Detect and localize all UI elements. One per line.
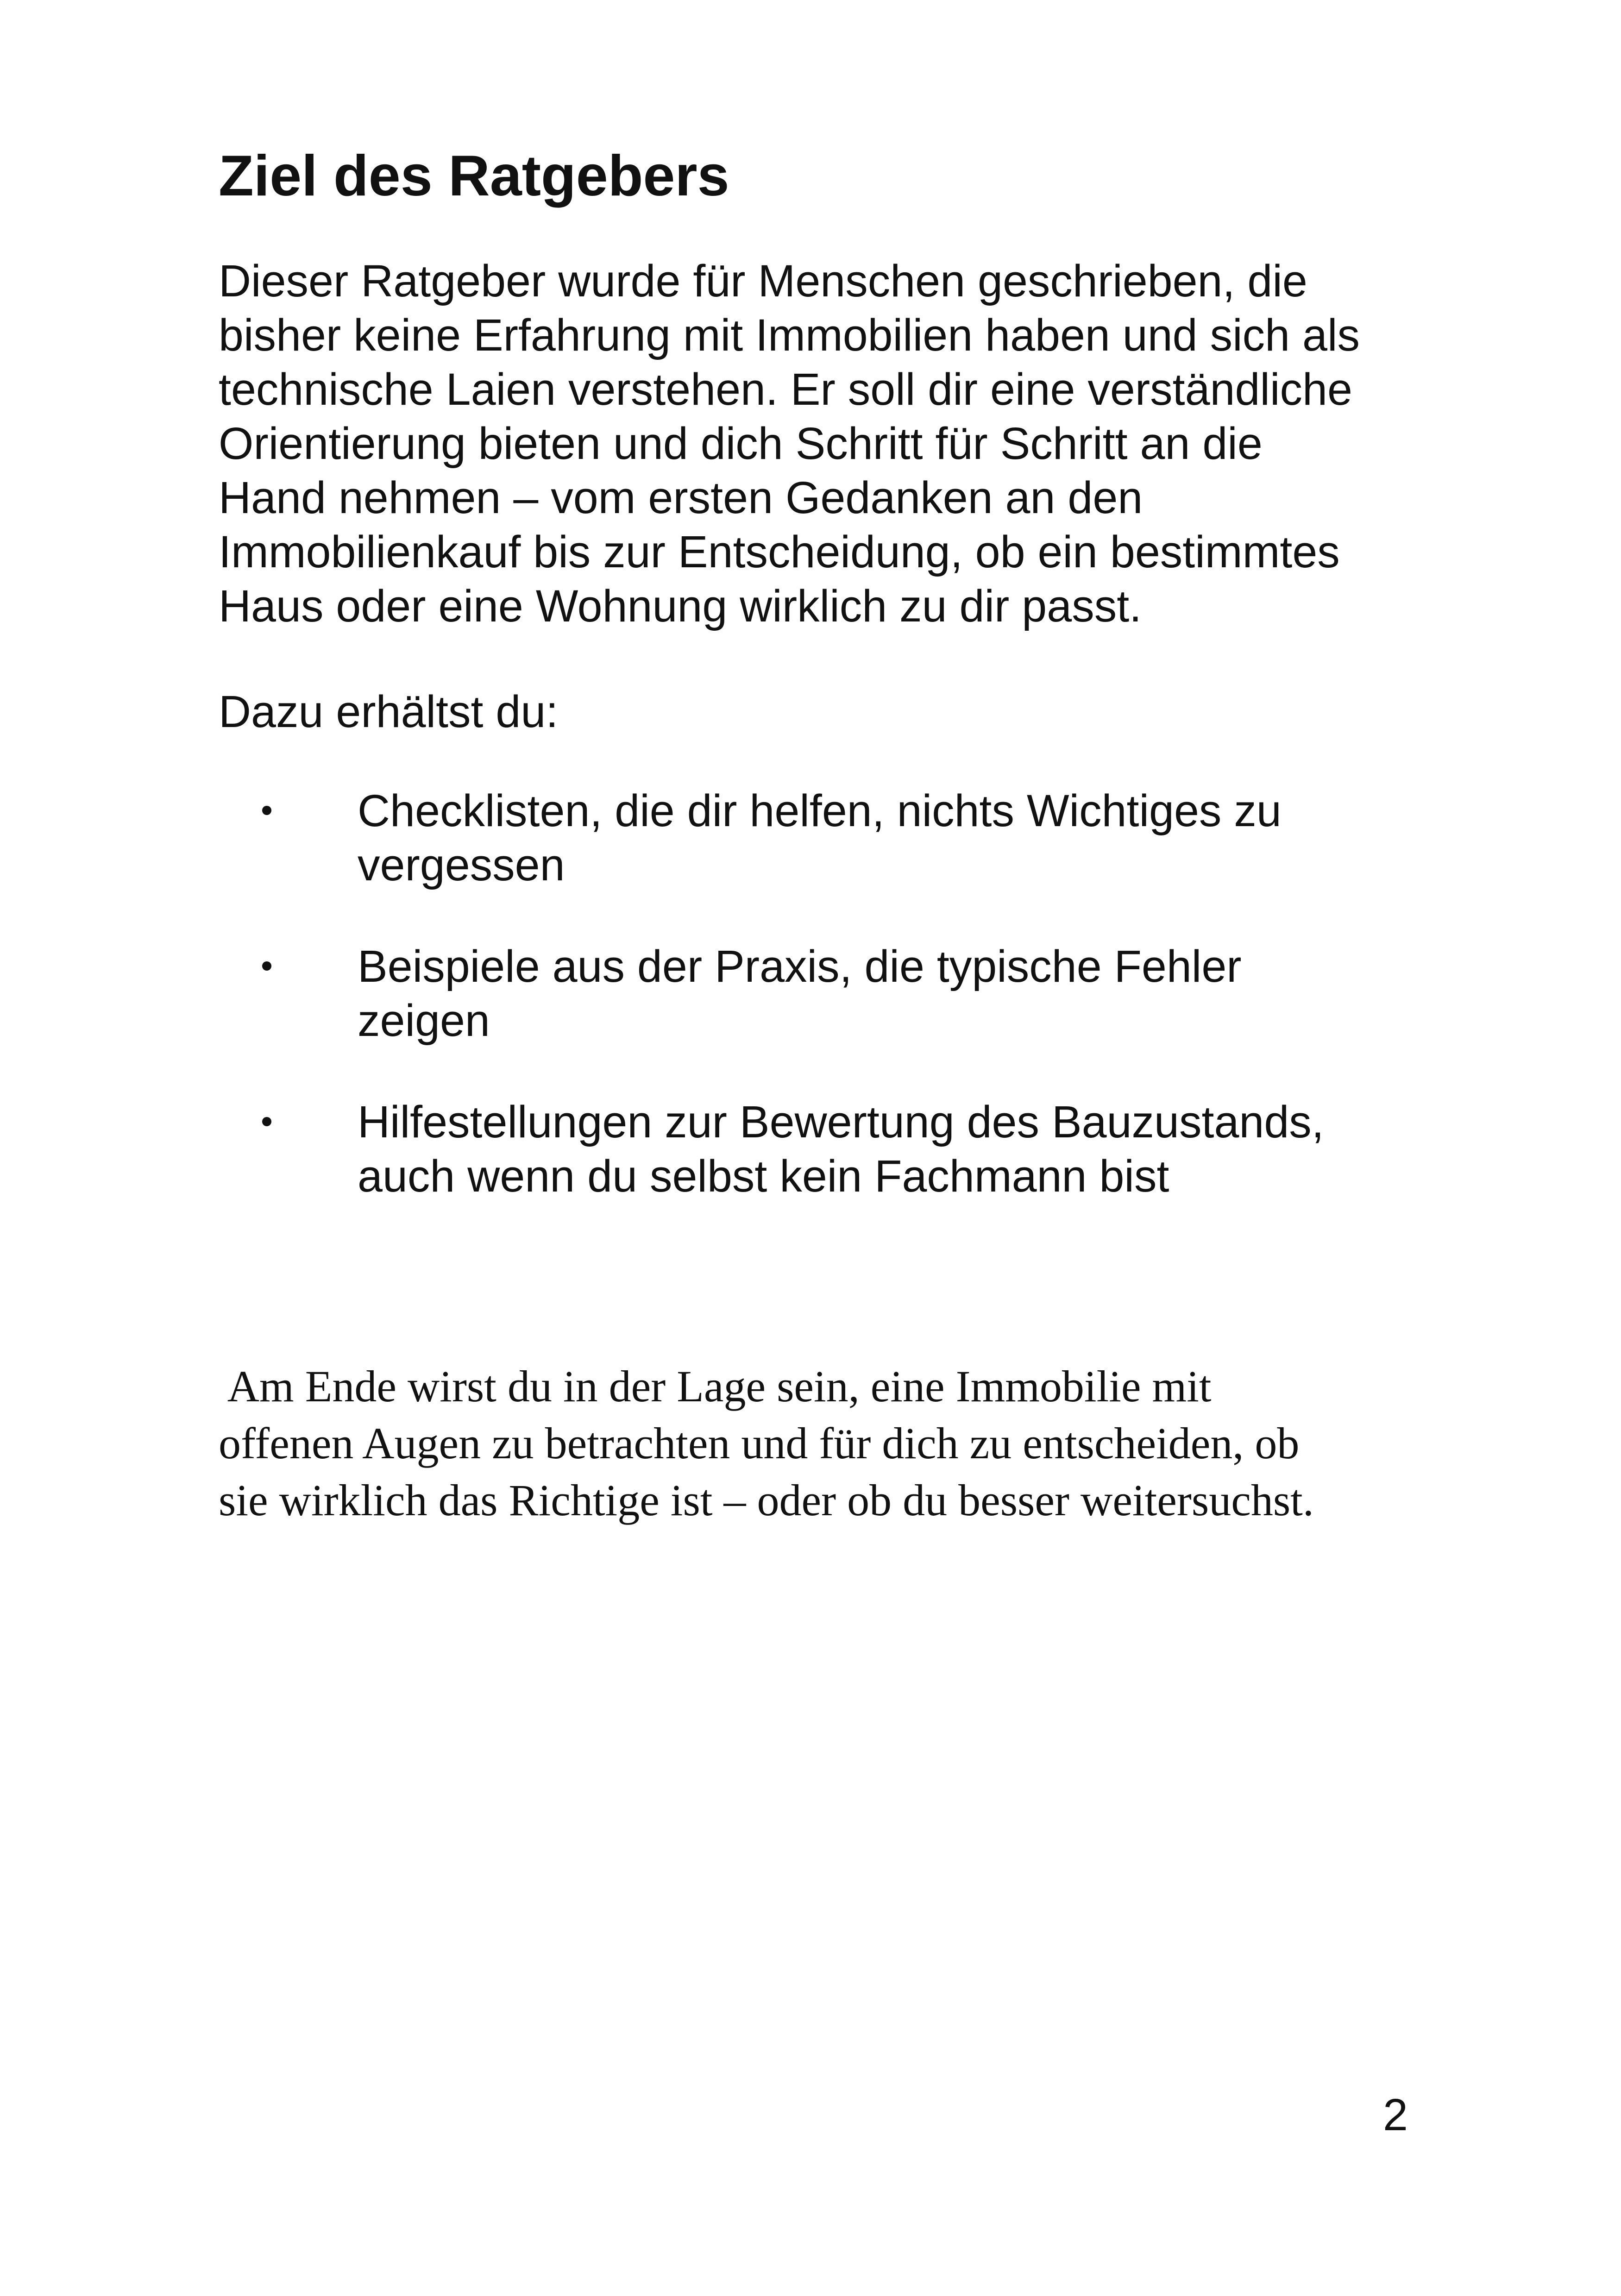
closing-line: sie wirklich das Richtige ist – oder ob du besser weitersuchst.	[219, 1475, 1314, 1525]
page-number: 2	[1383, 2089, 1408, 2140]
intro-paragraph	[219, 254, 1360, 633]
benefits-list	[219, 784, 1324, 1250]
closing-paragraph	[219, 1358, 1314, 1529]
list-item-line: Hilfestellungen zur Bewertung des Bauzustands,	[358, 1097, 1324, 1147]
intro-line: Haus oder eine Wohnung wirklich zu dir passt.	[219, 581, 1142, 631]
intro-line: Hand nehmen – vom ersten Gedanken an den	[219, 472, 1143, 523]
bullet-icon	[262, 961, 271, 971]
page-title: Ziel des Ratgebers	[219, 144, 729, 208]
intro-line: technische Laien verstehen. Er soll dir eine verständliche	[219, 364, 1352, 414]
intro-line: Orientierung bieten und dich Schritt für Schritt an die	[219, 418, 1263, 469]
closing-line: Am Ende wirst du in der Lage sein, eine Immobilie mit	[219, 1361, 1212, 1411]
intro-line: bisher keine Erfahrung mit Immobilien haben und sich als	[219, 310, 1360, 360]
list-item-line: vergessen	[358, 840, 565, 890]
bullet-icon	[262, 1117, 271, 1126]
list-item-line: auch wenn du selbst kein Fachmann bist	[358, 1151, 1169, 1201]
list-item-line: zeigen	[358, 995, 490, 1046]
list-lead-text: Dazu erhältst du:	[219, 686, 559, 737]
list-item	[219, 784, 1324, 892]
list-item-line: Checklisten, die dir helfen, nichts Wichtiges zu	[358, 785, 1282, 836]
closing-line: offenen Augen zu betrachten und für dich zu entscheiden, ob	[219, 1418, 1300, 1468]
list-item-line: Beispiele aus der Praxis, die typische Fehler	[358, 941, 1242, 991]
intro-line: Dieser Ratgeber wurde für Menschen geschrieben, die	[219, 256, 1307, 306]
list-item	[219, 1095, 1324, 1203]
list-item	[219, 939, 1324, 1048]
bullet-icon	[262, 806, 271, 815]
intro-line: Immobilienkauf bis zur Entscheidung, ob ein bestimmtes	[219, 527, 1340, 577]
